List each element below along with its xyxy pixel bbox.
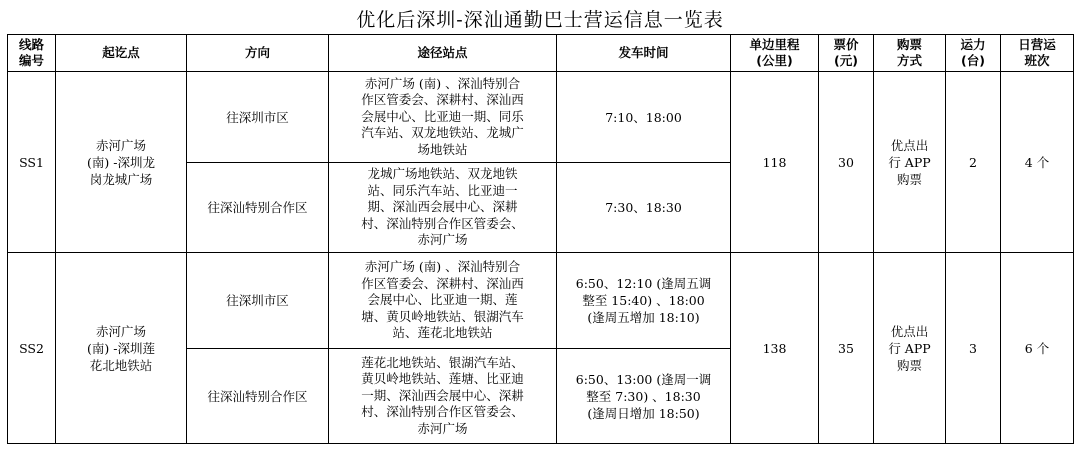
departure-times-cell: 6:50、12:10 (逢周五调 整至 15:40) 、18:00 (逢周五增加 18:10) [557,253,731,349]
fare-cell: 35 [819,253,874,444]
header-distance: 单边里程 (公里) [731,35,819,72]
stops-cell: 赤河广场 (南) 、深汕特别合 作区管委会、深耕村、深汕西 会展中心、比亚迪一期、莲 塘、黄贝岭地铁站、银湖汽车 站、莲花北地铁站 [329,253,557,349]
header-stops: 途径站点 [329,35,557,72]
stops-cell: 莲花北地铁站、银湖汽车站、 黄贝岭地铁站、莲塘、比亚迪 一期、深汕西会展中心、深耕 村、深汕特别合作区管委会、 赤河广场 [329,349,557,444]
header-departure-times: 发车时间 [557,35,731,72]
header-endpoints: 起讫点 [56,35,187,72]
daily-trips-cell: 4 个 [1001,72,1074,253]
stops-cell: 龙城广场地铁站、双龙地铁 站、同乐汽车站、比亚迪一 期、深汕西会展中心、深耕 村、深汕特别合作区管委会、 赤河广场 [329,163,557,253]
header-purchase: 购票 方式 [874,35,946,72]
header-direction: 方向 [187,35,329,72]
endpoints-cell: 赤河广场 (南) -深圳莲 花北地铁站 [56,253,187,444]
header-daily-trips: 日营运 班次 [1001,35,1074,72]
header-row [8,35,1074,72]
distance-cell: 118 [731,72,819,253]
table-row [8,253,1074,349]
fare-cell: 30 [819,72,874,253]
departure-times-cell: 6:50、13:00 (逢周一调 整至 7:30) 、18:30 (逢周日增加 18:50) [557,349,731,444]
header-route-id: 线路 编号 [8,35,56,72]
header-fare: 票价 (元) [819,35,874,72]
route-id-cell: SS2 [8,253,56,444]
route-id-cell: SS1 [8,72,56,253]
purchase-cell: 优点出 行 APP 购票 [874,253,946,444]
endpoints-cell: 赤河广场 (南) -深圳龙 岗龙城广场 [56,72,187,253]
header-capacity: 运力 (台) [946,35,1001,72]
direction-cell: 往深汕特别合作区 [187,163,329,253]
bus-info-table [7,34,1074,444]
daily-trips-cell: 6 个 [1001,253,1074,444]
direction-cell: 往深圳市区 [187,72,329,163]
direction-cell: 往深汕特别合作区 [187,349,329,444]
departure-times-cell: 7:10、18:00 [557,72,731,163]
purchase-cell: 优点出 行 APP 购票 [874,72,946,253]
stops-cell: 赤河广场 (南) 、深汕特别合 作区管委会、深耕村、深汕西 会展中心、比亚迪一期、同乐 汽车站、双龙地铁站、龙城广 场地铁站 [329,72,557,163]
capacity-cell: 2 [946,72,1001,253]
capacity-cell: 3 [946,253,1001,444]
departure-times-cell: 7:30、18:30 [557,163,731,253]
distance-cell: 138 [731,253,819,444]
table-row [8,72,1074,163]
page-title: 优化后深圳-深汕通勤巴士营运信息一览表 [356,9,724,31]
direction-cell: 往深圳市区 [187,253,329,349]
